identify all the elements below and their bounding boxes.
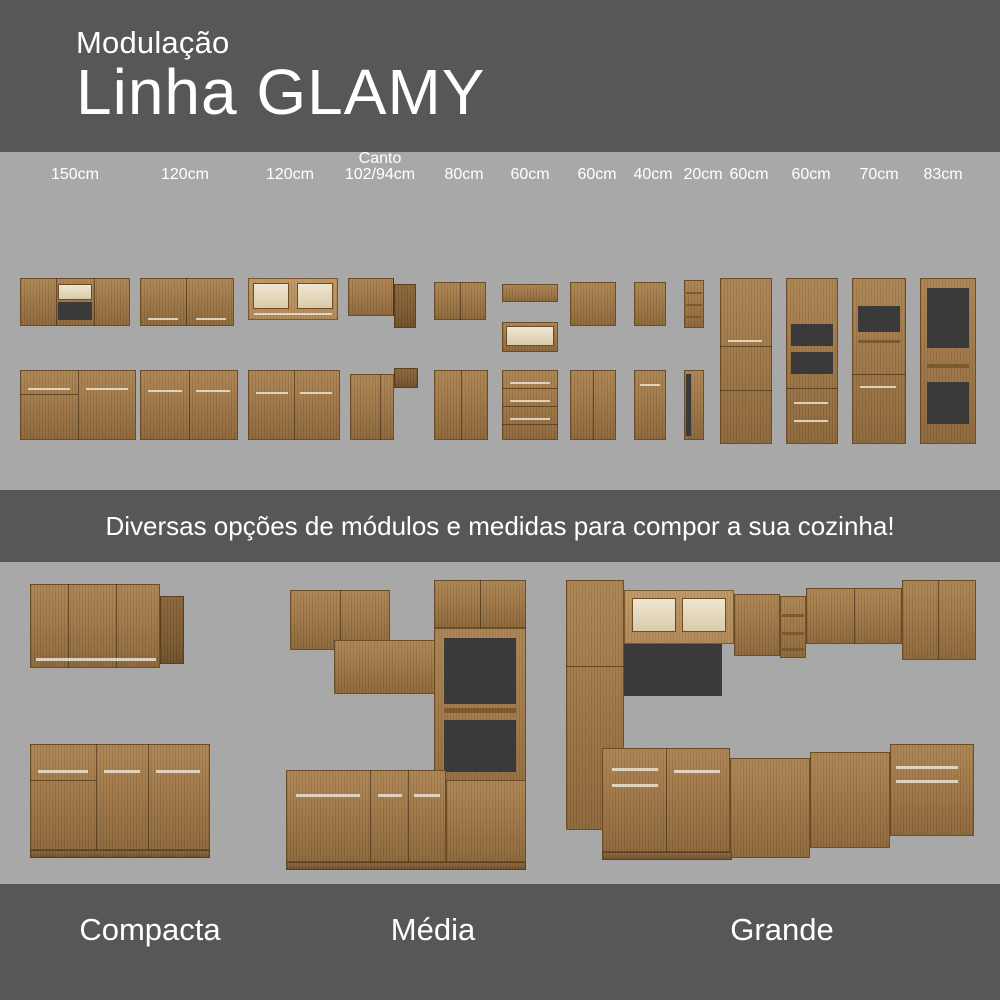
module-lower-150cm bbox=[20, 370, 136, 440]
module-label-canto: 102/94cm bbox=[344, 166, 416, 183]
tagline-text: Diversas opções de módulos e medidas para compor a sua cozinha! bbox=[105, 510, 895, 541]
module-upper-60cm-nicho bbox=[502, 284, 558, 358]
module-label-80cm: 80cm bbox=[444, 166, 484, 183]
module-upper-120cm-glass bbox=[248, 278, 338, 320]
module-lower-120cm-b bbox=[248, 370, 340, 440]
module-lower-20cm bbox=[684, 370, 704, 440]
module-lower-canto bbox=[350, 368, 420, 440]
module-upper-150cm bbox=[20, 278, 130, 326]
footer-bar bbox=[0, 884, 1000, 1000]
module-upper-60cm bbox=[570, 282, 616, 326]
module-lower-60cm bbox=[570, 370, 616, 440]
footer-label-grande: Grande bbox=[730, 912, 834, 947]
module-upper-120cm-a bbox=[140, 278, 234, 326]
tagline-bar bbox=[0, 490, 1000, 562]
composition-compacta bbox=[24, 584, 274, 874]
header-bar bbox=[0, 0, 1000, 152]
module-tall-60cm-a bbox=[720, 278, 772, 444]
composition-media bbox=[286, 580, 546, 880]
module-label-83cm: 83cm bbox=[923, 166, 963, 183]
module-tall-70cm bbox=[852, 278, 906, 444]
modules-band bbox=[0, 152, 1000, 490]
module-upper-80cm bbox=[434, 282, 486, 320]
module-lower-60cm-drawers bbox=[502, 370, 558, 440]
module-label-60cm-a: 60cm bbox=[510, 166, 550, 183]
module-label-60cm-d: 60cm bbox=[791, 166, 831, 183]
header-title: Linha GLAMY bbox=[76, 56, 486, 128]
module-upper-canto bbox=[348, 278, 418, 328]
footer-label-media: Média bbox=[390, 912, 476, 947]
module-label-150cm: 150cm bbox=[50, 166, 100, 183]
module-lower-80cm bbox=[434, 370, 488, 440]
module-lower-40cm bbox=[634, 370, 666, 440]
module-label-40cm: 40cm bbox=[633, 166, 673, 183]
module-label-60cm-b: 60cm bbox=[577, 166, 617, 183]
module-label-120cm-b: 120cm bbox=[265, 166, 315, 183]
module-label-60cm-c: 60cm bbox=[729, 166, 769, 183]
footer-label-compacta: Compacta bbox=[79, 912, 221, 947]
module-label-70cm: 70cm bbox=[859, 166, 899, 183]
header-subtitle: Modulação bbox=[76, 25, 230, 60]
module-upper-40cm bbox=[634, 282, 666, 326]
module-upper-20cm-nicho bbox=[684, 280, 704, 328]
compositions-band bbox=[0, 562, 1000, 884]
composition-grande bbox=[566, 580, 978, 880]
module-label-20cm: 20cm bbox=[683, 166, 723, 183]
module-label-120cm-a: 120cm bbox=[160, 166, 210, 183]
module-tall-83cm bbox=[920, 278, 976, 444]
module-label-canto-sub: Canto bbox=[358, 150, 402, 167]
module-tall-60cm-oven bbox=[786, 278, 838, 444]
module-lower-120cm-a bbox=[140, 370, 238, 440]
module-labels-row bbox=[0, 152, 1000, 192]
